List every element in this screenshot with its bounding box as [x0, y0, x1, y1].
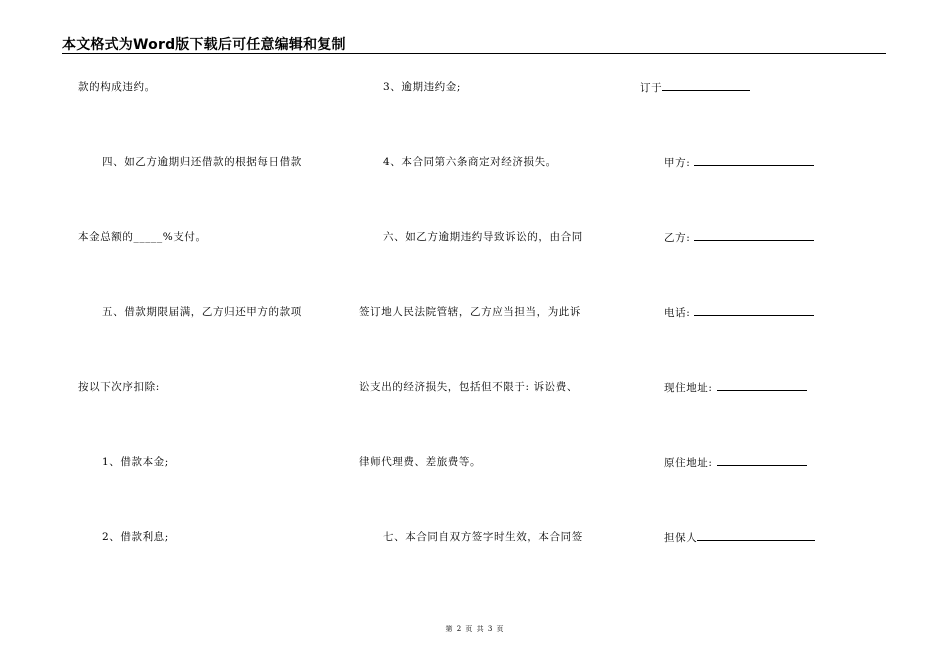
document-header-title: 本文格式为Word版下载后可任意编辑和复制 — [62, 37, 346, 53]
guarantor-line — [664, 530, 815, 545]
left-line-7: 2、借款利息; — [102, 531, 169, 543]
phone-line — [664, 305, 814, 320]
left-line-6: 1、借款本金; — [102, 456, 169, 468]
current-address-line — [664, 380, 807, 395]
signed-at-line — [640, 80, 750, 95]
middle-line-7: 七、本合同自双方签字时生效，本合同签 — [383, 531, 583, 543]
former-address-line — [664, 455, 807, 470]
phone-label: 电话: — [664, 307, 691, 319]
middle-line-4: 签订地人民法院管辖，乙方应当担当，为此诉 — [359, 306, 581, 318]
former-address-label: 原住地址: — [664, 457, 713, 469]
party-a-blank — [694, 155, 814, 166]
party-a-line — [664, 155, 814, 170]
left-line-4: 五、借款期限届满，乙方归还甲方的款项 — [102, 306, 302, 318]
page-number-footer: 第 2 页 共 3 页 — [445, 625, 505, 633]
phone-blank — [694, 305, 814, 316]
current-address-label: 现住地址: — [664, 382, 713, 394]
header-divider — [62, 53, 886, 54]
signed-at-blank — [662, 80, 750, 91]
middle-line-2: 4、本合同第六条商定对经济损失。 — [383, 156, 557, 168]
party-b-label: 乙方: — [664, 232, 691, 244]
signed-at-label: 订于 — [640, 82, 663, 94]
left-line-5: 按以下次序扣除: — [78, 381, 160, 393]
former-address-blank — [717, 455, 807, 466]
left-line-3: 本金总额的_____%支付。 — [78, 231, 207, 243]
middle-line-1: 3、逾期违约金; — [383, 81, 462, 93]
left-line-1: 款的构成违约。 — [78, 81, 156, 93]
current-address-blank — [717, 380, 807, 391]
guarantor-label: 担保人 — [664, 532, 698, 544]
guarantor-blank — [697, 530, 815, 541]
party-b-line — [664, 230, 814, 245]
middle-line-3: 六、如乙方逾期违约导致诉讼的，由合同 — [383, 231, 583, 243]
middle-line-6: 律师代理费、差旅费等。 — [359, 456, 482, 468]
left-line-2: 四、如乙方逾期归还借款的根据每日借款 — [102, 156, 302, 168]
middle-line-5: 讼支出的经济损失，包括但不限于: 诉讼费、 — [359, 381, 578, 393]
party-b-blank — [694, 230, 814, 241]
party-a-label: 甲方: — [664, 157, 691, 169]
